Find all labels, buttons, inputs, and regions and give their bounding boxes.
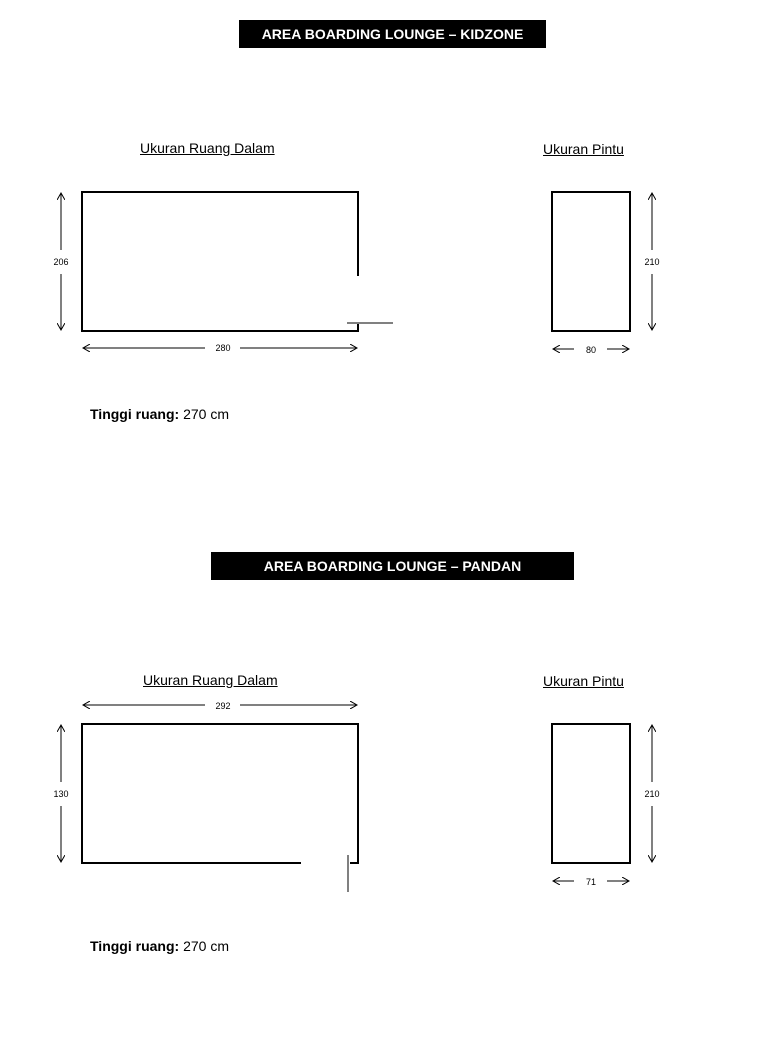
door-height-label: 210: [644, 257, 660, 267]
section-kidzone: [0, 0, 768, 512]
room-outline: [82, 192, 358, 331]
door-size-heading: Ukuran Pintu: [543, 141, 624, 157]
door-height-dimension: [644, 193, 659, 330]
door-size-heading: Ukuran Pintu: [543, 673, 624, 689]
room-size-heading: Ukuran Ruang Dalam: [143, 672, 278, 688]
room-height-value: 270 cm: [183, 406, 229, 422]
door-height-dimension: [644, 725, 659, 862]
room-height-label: Tinggi ruang:: [90, 938, 180, 954]
door-width-label: 80: [585, 345, 597, 355]
room-width-dimension: [83, 343, 357, 353]
section-pandan: [0, 532, 768, 1044]
floor-plan-diagram: [0, 532, 768, 1044]
room-size-heading: Ukuran Ruang Dalam: [140, 140, 275, 156]
door-width-label: 71: [585, 877, 597, 887]
room-width-dimension: [83, 701, 357, 711]
room-outline: [82, 724, 358, 863]
room-depth-label: 130: [53, 789, 69, 799]
door-outline: [552, 192, 630, 331]
room-depth-dimension: [53, 193, 68, 330]
section-title-banner: AREA BOARDING LOUNGE – PANDAN: [211, 552, 574, 580]
floor-plan-diagram: [0, 0, 768, 512]
room-width-label: 280: [215, 343, 231, 353]
room-width-label: 292: [215, 701, 231, 711]
room-depth-label: 206: [53, 257, 69, 267]
door-height-label: 210: [644, 789, 660, 799]
room-height-value: 270 cm: [183, 938, 229, 954]
section-title-banner: AREA BOARDING LOUNGE – KIDZONE: [239, 20, 546, 48]
door-outline: [552, 724, 630, 863]
door-width-dimension: [553, 877, 629, 887]
room-height-label: Tinggi ruang:: [90, 406, 180, 422]
room-height-note: [90, 406, 229, 422]
door-width-dimension: [553, 345, 629, 355]
room-depth-dimension: [53, 725, 68, 862]
room-height-note: [90, 938, 229, 954]
